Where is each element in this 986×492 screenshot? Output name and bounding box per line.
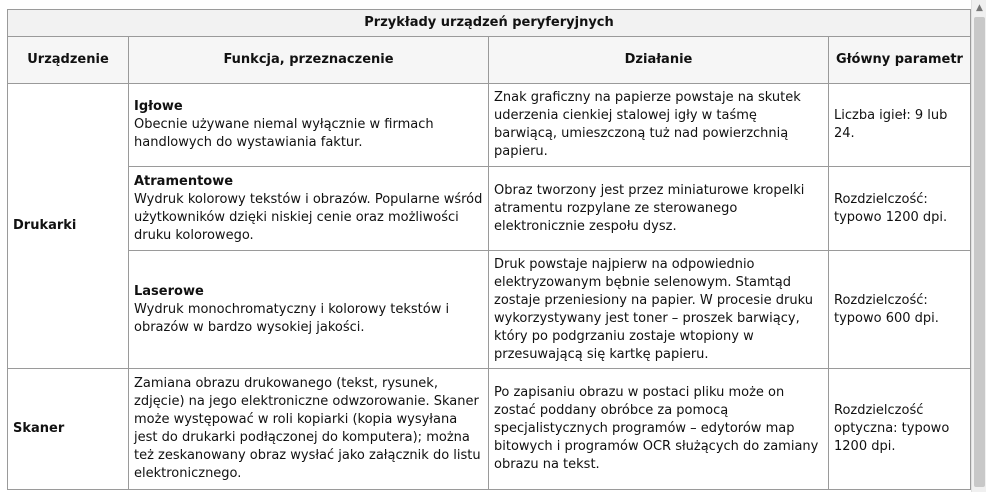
table-row (8, 251, 971, 369)
peripherals-table-container (7, 9, 971, 490)
function-text: Wydruk monochromatyczny i kolorowy tekstów i obrazów w bardzo wysokiej jakości. (134, 301, 450, 335)
table-row (8, 369, 971, 490)
parameter-cell: Liczba igieł: 9 lub 24. (829, 84, 971, 167)
parameter-cell: Rozdzielczość optyczna: typowo 1200 dpi. (829, 369, 971, 490)
function-text: Obecnie używane niemal wyłącznie w firmach handlowych do wystawiania faktur. (134, 117, 434, 150)
scroll-up-arrow-icon[interactable]: ▲ (976, 3, 983, 13)
function-cell (129, 84, 489, 167)
peripherals-table (7, 9, 971, 490)
function-cell (129, 167, 489, 251)
table-row (8, 84, 971, 167)
function-cell: Zamiana obrazu drukowanego (tekst, rysunek, zdjęcie) na jego elektroniczne odwzorowanie. Skaner może występować w roli kopiarki (kopia wysyłana jest do drukarki podłączonej do komputera); można też zeskanowany obraz wysłać jako załącznik do listu elektronicznego. (129, 369, 489, 490)
function-cell (129, 251, 489, 369)
printer-type-title: Laserowe (134, 283, 204, 299)
device-cell-printers: Drukarki (8, 84, 129, 369)
device-cell-scanner: Skaner (8, 369, 129, 490)
printer-type-title: Igłowe (134, 99, 183, 114)
operation-cell: Obraz tworzony jest przez miniaturowe kropelki atramentu rozpylane ze sterowanego elektronicznie zespołu dysz. (489, 167, 829, 251)
operation-cell: Znak graficzny na papierze powstaje na skutek uderzenia cienkiej stalowej igły w taśmę barwiącą, umieszczoną tuż nad powierzchnią papieru. (489, 84, 829, 167)
scrollbar-thumb[interactable] (974, 17, 985, 487)
table-row (8, 167, 971, 251)
table-caption-row (8, 10, 971, 37)
function-text: Wydruk kolorowy tekstów i obrazów. Popularne wśród użytkowników dzięki niskiej cenie oraz możliwości druku kolorowego. (134, 191, 483, 243)
header-function: Funkcja, przeznaczenie (129, 37, 489, 84)
parameter-cell: Rozdzielczość: typowo 600 dpi. (829, 251, 971, 369)
vertical-scrollbar[interactable] (971, 0, 986, 492)
header-device: Urządzenie (8, 37, 129, 84)
printer-type-title: Atramentowe (134, 173, 234, 189)
table-header-row (8, 37, 971, 84)
operation-cell: Druk powstaje najpierw na odpowiednio elektryzowanym bębnie selenowym. Stamtąd zostaje przeniesiony na papier. W procesie druku wykorzystywany jest toner – proszek barwiący, który po podgrzaniu zostaje wtopiony w przesuwającą się kartkę papieru. (489, 251, 829, 369)
parameter-cell: Rozdzielczość: typowo 1200 dpi. (829, 167, 971, 251)
header-operation: Działanie (489, 37, 829, 84)
table-caption: Przykłady urządzeń peryferyjnych (8, 10, 971, 37)
operation-cell: Po zapisaniu obrazu w postaci pliku może on zostać poddany obróbce za pomocą specjalistycznych programów – edytorów map bitowych i programów OCR służących do zamiany obrazu na tekst. (489, 369, 829, 490)
header-parameter: Główny parametr (829, 37, 971, 84)
